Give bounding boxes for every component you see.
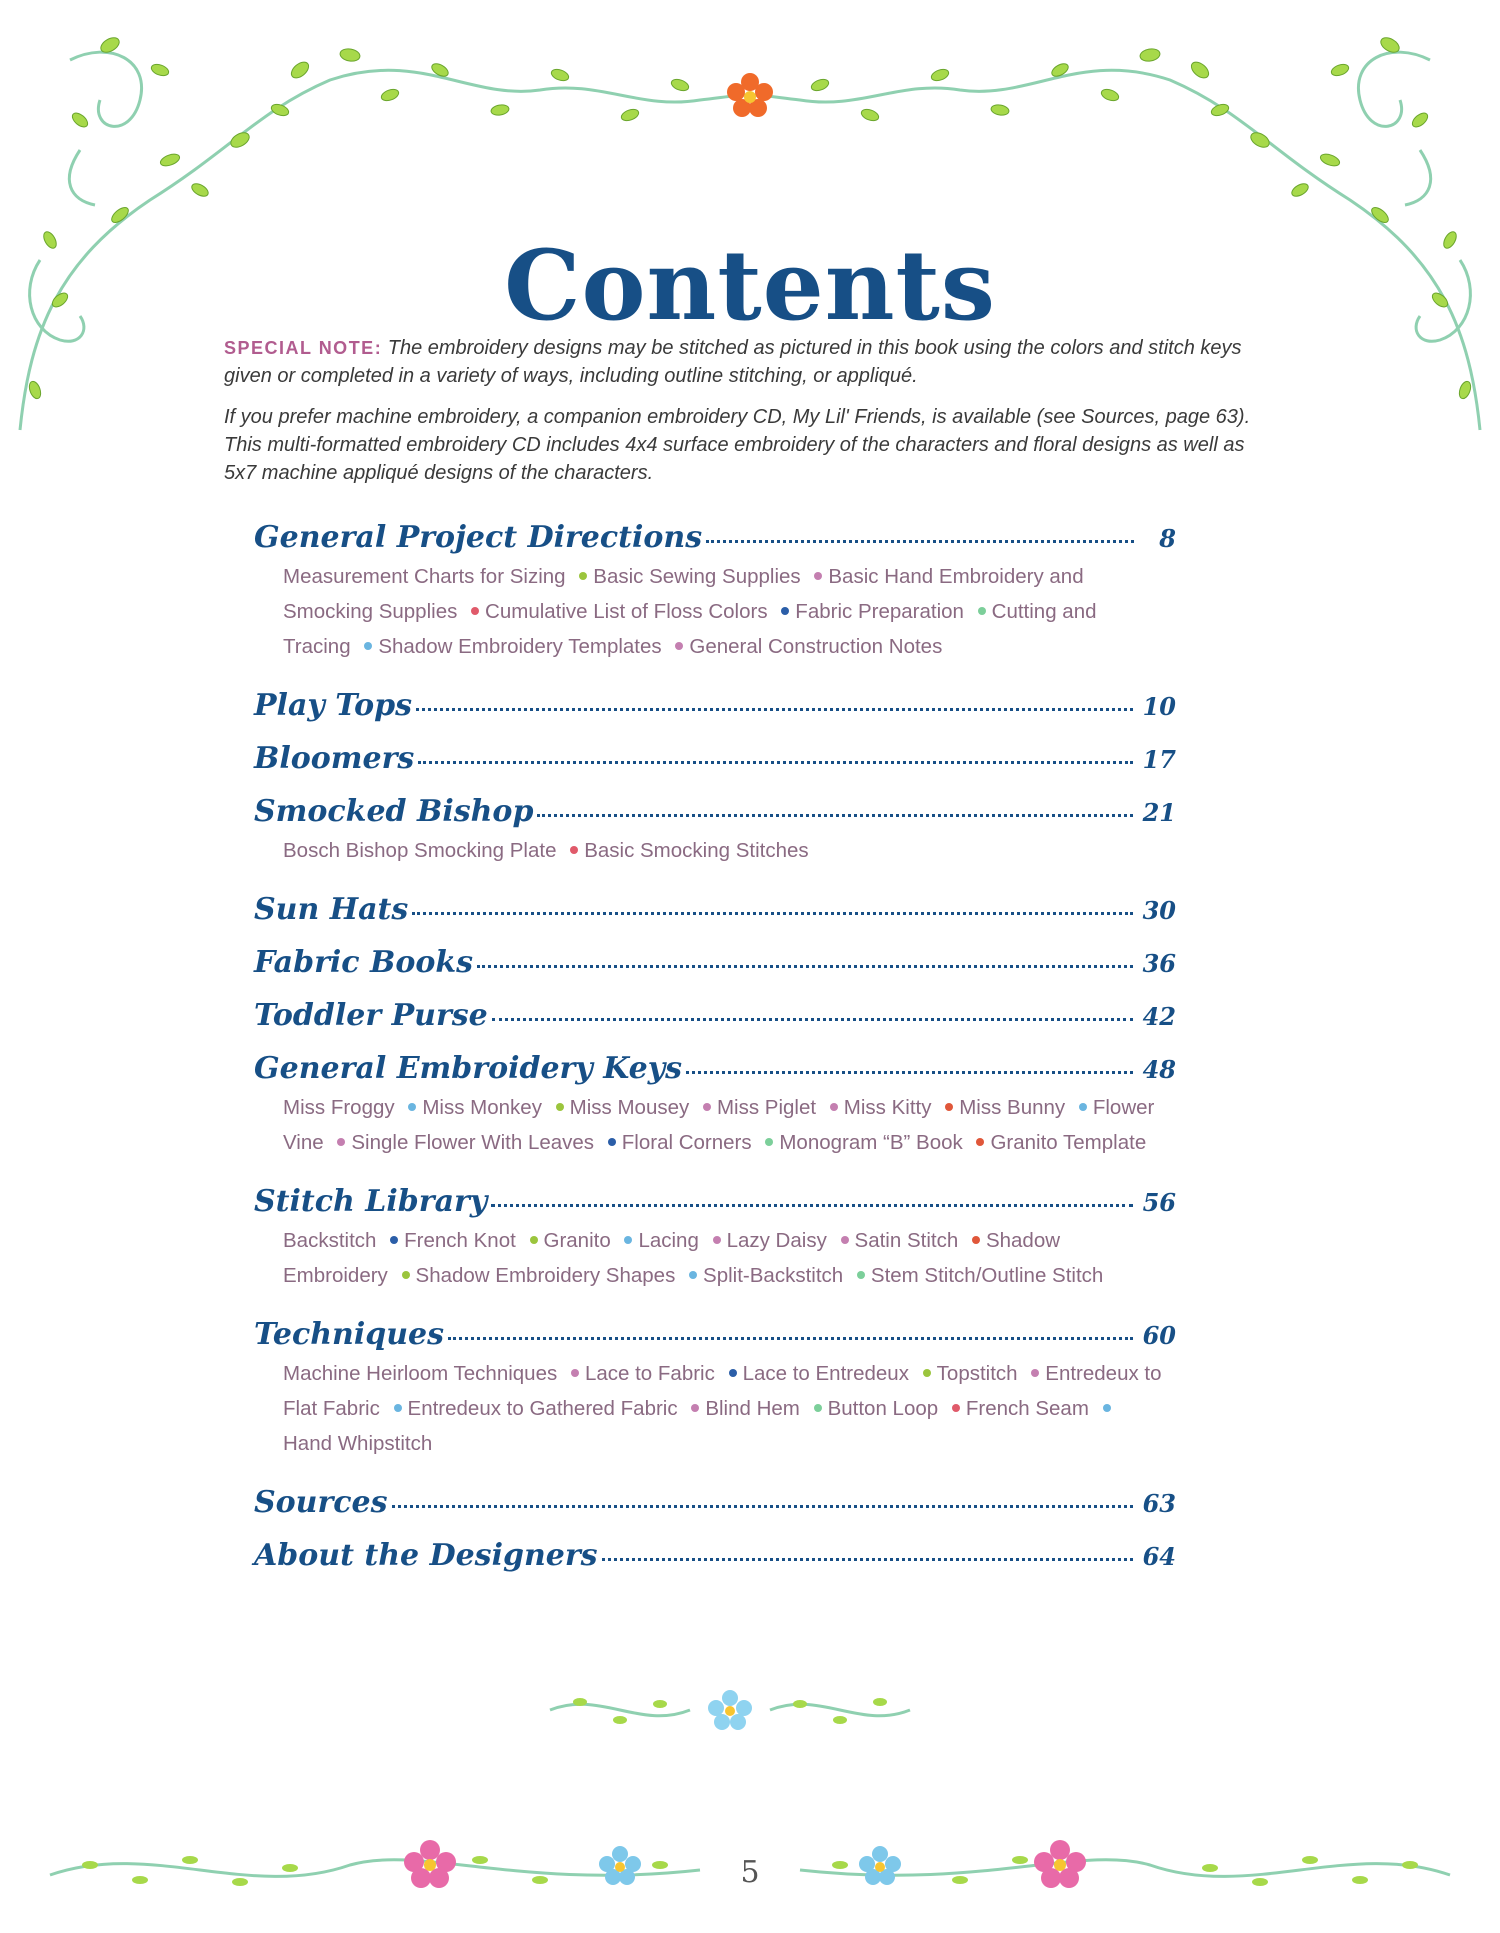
bullet-dot-icon (1079, 1103, 1087, 1111)
toc-entry-page-number: 30 (1142, 896, 1176, 925)
page-title: Contents (504, 229, 996, 343)
bullet-dot-icon (923, 1369, 931, 1377)
toc-entry (254, 1317, 1176, 1461)
toc-subtopic: Basic Smocking Stitches (584, 839, 809, 862)
toc-entry-page-number: 48 (1142, 1055, 1176, 1084)
bullet-dot-icon (556, 1103, 564, 1111)
toc-entry-page-number: 64 (1142, 1542, 1176, 1571)
toc-subtopic: Granito (543, 1229, 611, 1252)
toc-entry-heading[interactable] (254, 1184, 1176, 1219)
toc-entry-title: Sources (254, 1485, 388, 1520)
toc-subtopics (283, 833, 1163, 868)
toc-entry-heading[interactable] (254, 794, 1176, 829)
bullet-dot-icon (624, 1236, 632, 1244)
toc-entry-page-number: 60 (1142, 1321, 1176, 1350)
bullet-dot-icon (1103, 1404, 1111, 1412)
toc-subtopic: Backstitch (283, 1229, 377, 1252)
toc-subtopics (283, 1223, 1163, 1293)
toc-subtopic: Entredeux to Gathered Fabric (407, 1397, 678, 1420)
toc-subtopic: Machine Heirloom Techniques (283, 1362, 558, 1385)
toc-subtopic: Fabric Preparation (795, 600, 964, 623)
vine-divider-decoration (540, 1680, 920, 1740)
toc-subtopic: Cutting and Tracing (283, 600, 1097, 658)
toc-subtopic: Floral Corners (621, 1131, 752, 1154)
toc-subtopic: Lace to Entredeux (742, 1362, 909, 1385)
toc-subtopic: Stem Stitch/Outline Stitch (870, 1264, 1104, 1287)
dot-leader (602, 1558, 1133, 1561)
toc-subtopic: French Knot (404, 1229, 516, 1252)
toc-entry-title: Toddler Purse (254, 998, 488, 1033)
toc-entry-page-number: 42 (1142, 1002, 1176, 1031)
toc-subtopic: Satin Stitch (854, 1229, 959, 1252)
bullet-dot-icon (608, 1138, 616, 1146)
toc-entry-page-number: 56 (1142, 1188, 1176, 1217)
dot-leader (477, 965, 1133, 968)
bullet-dot-icon (841, 1236, 849, 1244)
toc-subtopics (283, 1356, 1163, 1461)
bullet-dot-icon (972, 1236, 980, 1244)
toc-subtopic: Miss Kitty (843, 1096, 932, 1119)
dot-leader (537, 814, 1132, 817)
toc-entry (254, 1184, 1176, 1293)
toc-subtopic: Entredeux to Flat Fabric (283, 1362, 1162, 1420)
toc-subtopic: Monogram “B” Book (779, 1131, 963, 1154)
toc-subtopic: Lazy Daisy (726, 1229, 827, 1252)
toc-entry-title: Play Tops (254, 688, 413, 723)
toc-subtopic: Measurement Charts for Sizing (283, 565, 566, 588)
toc-entry-heading[interactable] (254, 998, 1176, 1033)
dot-leader (392, 1505, 1133, 1508)
toc-entry-heading[interactable] (254, 945, 1176, 980)
toc-subtopic: Shadow Embroidery (283, 1229, 1061, 1287)
bullet-dot-icon (703, 1103, 711, 1111)
dot-leader (448, 1337, 1133, 1340)
bullet-dot-icon (390, 1236, 398, 1244)
dot-leader (686, 1071, 1133, 1074)
toc-subtopic: Basic Sewing Supplies (593, 565, 801, 588)
toc-entry (254, 1051, 1176, 1160)
bullet-dot-icon (1031, 1369, 1039, 1377)
toc-subtopic: Button Loop (827, 1397, 939, 1420)
bullet-dot-icon (729, 1369, 737, 1377)
toc-entry-page-number: 17 (1142, 745, 1176, 774)
bullet-dot-icon (814, 572, 822, 580)
bullet-dot-icon (471, 607, 479, 615)
bullet-dot-icon (691, 1404, 699, 1412)
toc-entry-page-number: 10 (1142, 692, 1176, 721)
bullet-dot-icon (337, 1138, 345, 1146)
toc-entry-title: About the Designers (254, 1538, 598, 1573)
page-number: 5 (740, 1855, 760, 1890)
toc-entry-title: Bloomers (254, 741, 415, 776)
toc-entry-title: Stitch Library (254, 1184, 488, 1219)
orange-flower-icon (727, 73, 773, 117)
toc-entry-heading[interactable] (254, 741, 1176, 776)
toc-subtopic: Hand Whipstitch (283, 1432, 433, 1455)
machine-embroidery-note: If you prefer machine embroidery, a companion embroidery CD, My Lil' Friends, is available (see Sources, page 63). This multi-formatted embroidery CD includes 4x4 surface embroidery of the characters and floral designs as well as 5x7 machine appliqué designs of the characters. (224, 406, 1251, 484)
toc-entry (254, 892, 1176, 927)
bullet-dot-icon (976, 1138, 984, 1146)
bullet-dot-icon (952, 1404, 960, 1412)
toc-entry-title: Fabric Books (254, 945, 474, 980)
toc-entry (254, 794, 1176, 868)
toc-subtopic: Flower Vine (283, 1096, 1155, 1154)
toc-subtopic: Blind Hem (705, 1397, 800, 1420)
dot-leader (491, 1204, 1132, 1207)
toc-subtopic: Topstitch (936, 1362, 1018, 1385)
toc-entry-title: Techniques (254, 1317, 445, 1352)
toc-entry-heading[interactable] (254, 1485, 1176, 1520)
dot-leader (706, 540, 1134, 543)
toc-entry-title: Smocked Bishop (254, 794, 534, 829)
toc-subtopic: Granito Template (990, 1131, 1147, 1154)
bullet-dot-icon (978, 607, 986, 615)
bullet-dot-icon (579, 572, 587, 580)
toc-subtopic: Miss Bunny (959, 1096, 1066, 1119)
bullet-dot-icon (530, 1236, 538, 1244)
bullet-dot-icon (857, 1271, 865, 1279)
dot-leader (492, 1018, 1133, 1021)
bullet-dot-icon (765, 1138, 773, 1146)
special-note-text: The embroidery designs may be stitched as pictured in this book using the colors and stitch keys given or completed in a variety of ways, including outline stitching, or appliqué. (224, 337, 1242, 387)
toc-subtopic: Basic Hand Embroidery and Smocking Supplies (283, 565, 1084, 623)
toc-entry (254, 945, 1176, 980)
dot-leader (418, 761, 1132, 764)
special-note-paragraph (224, 334, 1269, 390)
toc-entry (254, 1538, 1176, 1573)
toc-entry-title: General Embroidery Keys (254, 1051, 683, 1086)
toc-subtopic: Shadow Embroidery Templates (378, 635, 662, 658)
toc-entry-title: Sun Hats (254, 892, 409, 927)
special-note-label: SPECIAL NOTE: (224, 338, 383, 358)
bullet-dot-icon (408, 1103, 416, 1111)
toc-subtopic: Miss Froggy (283, 1096, 395, 1119)
bullet-dot-icon (945, 1103, 953, 1111)
toc-entry (254, 688, 1176, 723)
toc-subtopic: Lace to Fabric (584, 1362, 715, 1385)
toc-subtopic: Bosch Bishop Smocking Plate (283, 839, 557, 862)
blue-flower-icon (708, 1690, 752, 1730)
toc-subtopic: Miss Mousey (569, 1096, 690, 1119)
toc-subtopics (283, 1090, 1163, 1160)
toc-entry (254, 741, 1176, 776)
bullet-dot-icon (675, 642, 683, 650)
bullet-dot-icon (689, 1271, 697, 1279)
bullet-dot-icon (830, 1103, 838, 1111)
toc-entry (254, 520, 1176, 664)
toc-entry-title: General Project Directions (254, 520, 703, 555)
toc-entry (254, 1485, 1176, 1520)
toc-entry-page-number: 21 (1142, 798, 1176, 827)
bullet-dot-icon (402, 1271, 410, 1279)
toc-subtopic: Shadow Embroidery Shapes (415, 1264, 676, 1287)
dot-leader (416, 708, 1133, 711)
table-of-contents (254, 520, 1176, 1591)
toc-subtopics (283, 559, 1163, 664)
dot-leader (412, 912, 1132, 915)
toc-entry-page-number: 36 (1142, 949, 1176, 978)
bullet-dot-icon (394, 1404, 402, 1412)
toc-entry-heading[interactable] (254, 1051, 1176, 1086)
toc-subtopic: Cumulative List of Floss Colors (485, 600, 768, 623)
bullet-dot-icon (713, 1236, 721, 1244)
toc-subtopic: Single Flower With Leaves (351, 1131, 595, 1154)
toc-entry-heading[interactable] (254, 1538, 1176, 1573)
toc-entry-heading[interactable] (254, 520, 1176, 555)
toc-subtopic: Miss Monkey (422, 1096, 542, 1119)
bullet-dot-icon (570, 846, 578, 854)
bullet-dot-icon (364, 642, 372, 650)
toc-entry-page-number: 8 (1159, 524, 1176, 553)
toc-entry-heading[interactable] (254, 1317, 1176, 1352)
toc-entry (254, 998, 1176, 1033)
toc-subtopic: French Seam (965, 1397, 1089, 1420)
bullet-dot-icon (781, 607, 789, 615)
bullet-dot-icon (814, 1404, 822, 1412)
bullet-dot-icon (571, 1369, 579, 1377)
toc-entry-heading[interactable] (254, 688, 1176, 723)
toc-entry-heading[interactable] (254, 892, 1176, 927)
toc-entry-page-number: 63 (1142, 1489, 1176, 1518)
toc-subtopic: Split-Backstitch (703, 1264, 844, 1287)
toc-subtopic: General Construction Notes (689, 635, 943, 658)
toc-subtopic: Lacing (638, 1229, 699, 1252)
toc-subtopic: Miss Piglet (716, 1096, 817, 1119)
